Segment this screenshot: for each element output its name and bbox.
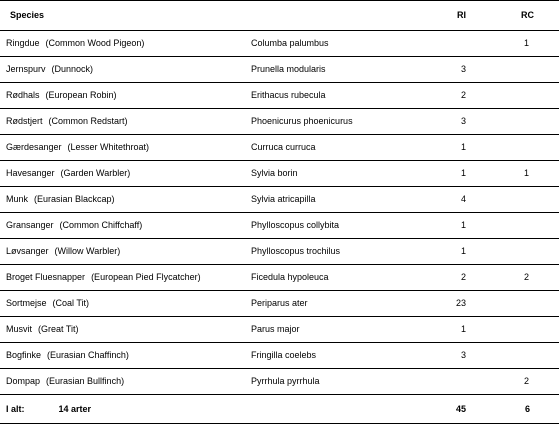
latin-name: Phylloscopus trochilus bbox=[251, 239, 413, 265]
rc-header-label: RC bbox=[521, 10, 534, 20]
local-name: Musvit bbox=[6, 324, 33, 334]
ri-count bbox=[413, 369, 466, 395]
english-name: (Common Wood Pigeon) bbox=[45, 38, 145, 48]
latin-name: Phoenicurus phoenicurus bbox=[251, 109, 413, 135]
local-name: Havesanger bbox=[6, 168, 55, 178]
table-row bbox=[0, 369, 559, 395]
table-row bbox=[0, 31, 559, 57]
rc-count: 2 bbox=[466, 265, 559, 291]
local-name: Rødstjert bbox=[6, 116, 43, 126]
ri-count: 1 bbox=[413, 239, 466, 265]
local-name: Løvsanger bbox=[6, 246, 49, 256]
english-name: (Dunnock) bbox=[51, 64, 94, 74]
local-name: Bogfinke bbox=[6, 350, 42, 360]
species-name-cell bbox=[0, 161, 251, 187]
rc-count bbox=[466, 317, 559, 343]
rc-count bbox=[466, 239, 559, 265]
latin-name: Parus major bbox=[251, 317, 413, 343]
english-name: (Willow Warbler) bbox=[54, 246, 121, 256]
rc-count bbox=[466, 213, 559, 239]
species-name-cell bbox=[0, 135, 251, 161]
local-name: Ringdue bbox=[6, 38, 40, 48]
species-name-cell bbox=[0, 317, 251, 343]
ri-header-label: RI bbox=[457, 10, 466, 20]
species-name-cell bbox=[0, 83, 251, 109]
ri-count: 3 bbox=[413, 57, 466, 83]
local-name: Dompap bbox=[6, 376, 41, 386]
total-row bbox=[0, 395, 559, 424]
species-name-cell bbox=[0, 343, 251, 369]
total-count-label: 14 arter bbox=[58, 403, 92, 414]
table-row bbox=[0, 291, 559, 317]
table-row bbox=[0, 83, 559, 109]
ri-count: 2 bbox=[413, 83, 466, 109]
latin-name: Sylvia borin bbox=[251, 161, 413, 187]
total-empty-cell bbox=[251, 395, 413, 424]
rc-count bbox=[466, 109, 559, 135]
local-name: Rødhals bbox=[6, 90, 40, 100]
species-name-cell bbox=[0, 369, 251, 395]
species-name-cell bbox=[0, 109, 251, 135]
english-name: (Coal Tit) bbox=[52, 298, 90, 308]
latin-name: Erithacus rubecula bbox=[251, 83, 413, 109]
local-name: Sortmejse bbox=[6, 298, 47, 308]
ri-count: 1 bbox=[413, 135, 466, 161]
latin-name: Periparus ater bbox=[251, 291, 413, 317]
table-row bbox=[0, 317, 559, 343]
latin-name: Columba palumbus bbox=[251, 31, 413, 57]
species-name-cell bbox=[0, 213, 251, 239]
english-name: (Common Redstart) bbox=[48, 116, 128, 126]
ri-count: 3 bbox=[413, 343, 466, 369]
total-ri: 45 bbox=[413, 395, 466, 424]
rc-count bbox=[466, 57, 559, 83]
rc-count bbox=[466, 343, 559, 369]
table-row bbox=[0, 57, 559, 83]
rc-count: 1 bbox=[466, 31, 559, 57]
ri-count: 1 bbox=[413, 213, 466, 239]
rc-count bbox=[466, 187, 559, 213]
local-name: Munk bbox=[6, 194, 29, 204]
latin-name: Curruca curruca bbox=[251, 135, 413, 161]
english-name: (Garden Warbler) bbox=[60, 168, 131, 178]
local-name: Broget Fluesnapper bbox=[6, 272, 86, 282]
rc-column-header bbox=[466, 1, 559, 31]
ri-count: 1 bbox=[413, 161, 466, 187]
table-row bbox=[0, 135, 559, 161]
rc-count bbox=[466, 291, 559, 317]
species-name-cell bbox=[0, 239, 251, 265]
latin-column-header bbox=[251, 1, 413, 31]
english-name: (Eurasian Bullfinch) bbox=[46, 376, 125, 386]
local-name: Gærdesanger bbox=[6, 142, 62, 152]
table-row bbox=[0, 239, 559, 265]
english-name: (Eurasian Chaffinch) bbox=[47, 350, 129, 360]
total-label: I alt: bbox=[6, 403, 25, 414]
table-header-row bbox=[0, 1, 559, 31]
table-row bbox=[0, 213, 559, 239]
total-label-cell bbox=[0, 395, 251, 424]
ri-count: 3 bbox=[413, 109, 466, 135]
latin-name: Phylloscopus collybita bbox=[251, 213, 413, 239]
species-name-cell bbox=[0, 187, 251, 213]
english-name: (Lesser Whitethroat) bbox=[67, 142, 150, 152]
local-name: Jernspurv bbox=[6, 64, 46, 74]
english-name: (European Robin) bbox=[45, 90, 117, 100]
english-name: (European Pied Flycatcher) bbox=[91, 272, 201, 282]
table-row bbox=[0, 265, 559, 291]
ri-column-header bbox=[413, 1, 466, 31]
ri-count: 2 bbox=[413, 265, 466, 291]
table-body bbox=[0, 31, 559, 395]
latin-name: Pyrrhula pyrrhula bbox=[251, 369, 413, 395]
local-name: Gransanger bbox=[6, 220, 54, 230]
latin-name: Sylvia atricapilla bbox=[251, 187, 413, 213]
latin-name: Prunella modularis bbox=[251, 57, 413, 83]
table-row bbox=[0, 343, 559, 369]
rc-count: 1 bbox=[466, 161, 559, 187]
table-row bbox=[0, 161, 559, 187]
english-name: (Great Tit) bbox=[38, 324, 79, 334]
ri-count: 4 bbox=[413, 187, 466, 213]
species-name-cell bbox=[0, 265, 251, 291]
rc-count: 2 bbox=[466, 369, 559, 395]
ri-count: 23 bbox=[413, 291, 466, 317]
species-name-cell bbox=[0, 31, 251, 57]
species-name-cell bbox=[0, 57, 251, 83]
table-row bbox=[0, 109, 559, 135]
total-rc: 6 bbox=[466, 395, 559, 424]
latin-name: Ficedula hypoleuca bbox=[251, 265, 413, 291]
ri-count bbox=[413, 31, 466, 57]
species-column-header: Species bbox=[0, 1, 251, 31]
species-name-cell bbox=[0, 291, 251, 317]
rc-count bbox=[466, 135, 559, 161]
english-name: (Common Chiffchaff) bbox=[59, 220, 143, 230]
ri-count: 1 bbox=[413, 317, 466, 343]
english-name: (Eurasian Blackcap) bbox=[34, 194, 115, 204]
table-row bbox=[0, 187, 559, 213]
rc-count bbox=[466, 83, 559, 109]
latin-name: Fringilla coelebs bbox=[251, 343, 413, 369]
